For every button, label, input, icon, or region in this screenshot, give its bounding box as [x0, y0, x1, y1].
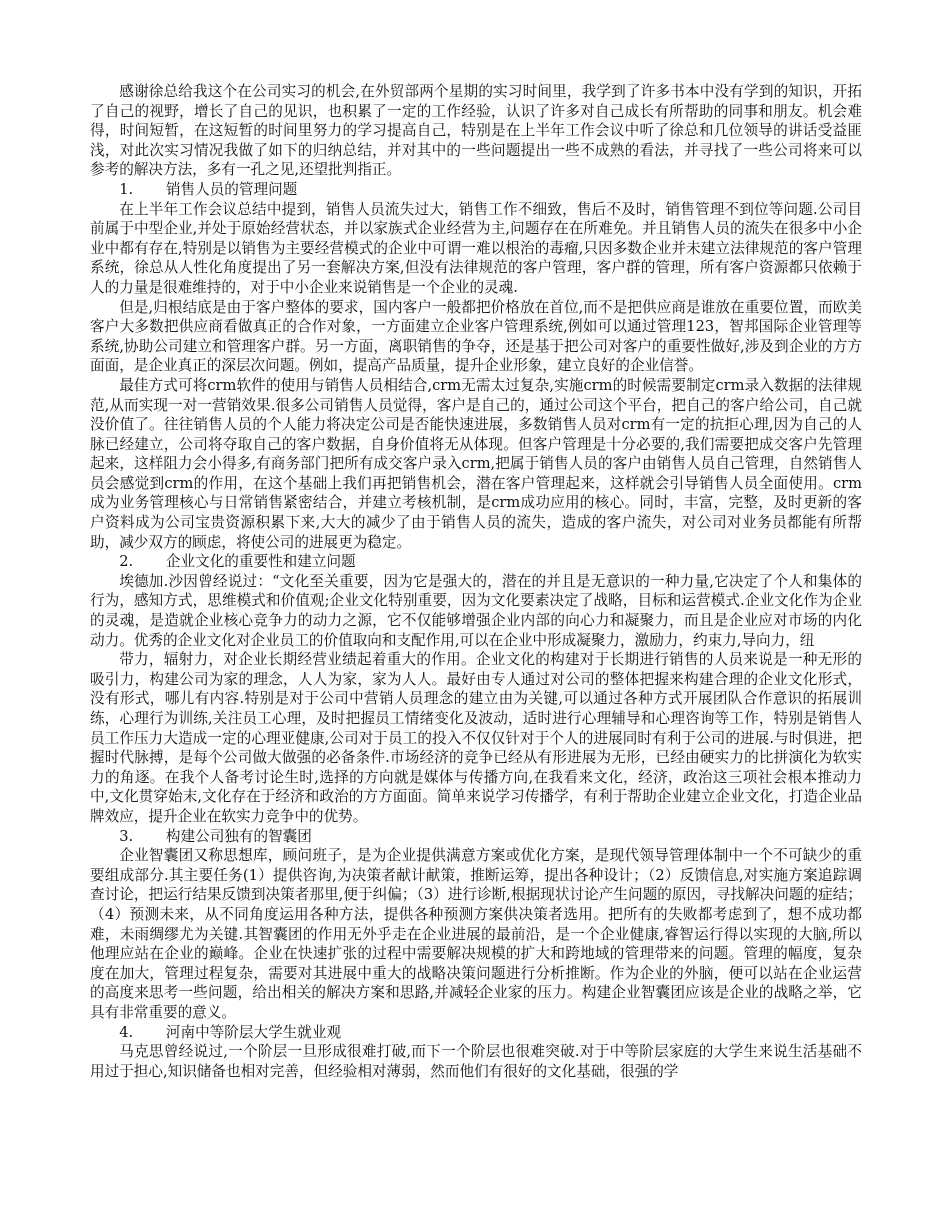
section-heading-3 [90, 827, 862, 847]
paragraph: 马克思曾经说过,一个阶层一旦形成很难打破,而下一个阶层也很难突破.对于中等阶层家庭的大学生来说生活基础不用过于担心,知识储备也相对完善，但经验相对薄弱，然而他们有很好的文化基础，很强的学 [90, 1043, 862, 1080]
section-number: 1. [119, 180, 134, 198]
section-heading-1 [90, 180, 862, 200]
section-title: 企业文化的重要性和建立问题 [165, 553, 356, 571]
paragraph: 企业智囊团又称思想库，顾问班子，是为企业提供满意方案或优化方案，是现代领导管理体制中一个不可缺少的重要组成部分.其主要任务(1）提供咨询,为决策者献计献策，推断运筹，提出各种设计；（2）反馈信息,对实施方案追踪调查讨论，把运行结果反馈到决策者那里,便于纠偏；（3）进行诊断,根据现状讨论产生问题的原因，寻找解决问题的症结；（4）预测未来，从不同角度运用各种方法，提供各种预测方案供决策者选用。把所有的失败都考虑到了，想不成功都难，未雨绸缪尤为关键.其智囊团的作用无外乎走在企业进展的最前沿，是一个企业健康,睿智运行得以实现的大脑,所以他理应站在企业的巅峰。企业在快速扩张的过程中需要解决规模的扩大和跨地域的管理带来的问题。管理的幅度，复杂度在加大，管理过程复杂，需要对其进展中重大的战略决策问题进行分析推断。作为企业的外脑，便可以站在企业运营的高度来思考一些问题，给出相关的解决方案和思路,并减轻企业家的压力。构建企业智囊团应该是企业的战略之举，它具有非常重要的意义。 [90, 847, 862, 1021]
paragraph: 带力，辐射力，对企业长期经营业绩起着重大的作用。企业文化的构建对于长期进行销售的人员来说是一种无形的吸引力，构建公司为家的理念，人人为家，家为人人。最好由专人通过对公司的整体把握来构建合理的企业文化形式，没有形式，哪儿有内容.特别是对于公司中营销人员理念的建立由为关键,可以通过各种方式开展团队合作意识的拓展训练，心理行为训练,关注员工心理，及时把握员工情绪变化及波动，适时进行心理辅导和心理咨询等工作，特别是销售人员工作压力大造成一定的心理亚健康,公司对于员工的投入不仅仅针对于个人的进展同时有利于公司的进展.与时俱进，把握时代脉搏，是每个公司做大做强的必备条件.市场经济的竞争已经从有形进展为无形，已经由硬实力的比拼演化为软实力的角逐。在我个人备考讨论生时,选择的方向就是媒体与传播方向,在我看来文化，经济，政治这三项社会根本推动力中,文化贯穿始末,文化存在于经济和政治的方方面面。简单来说学习传播学，有利于帮助企业建立企业文化，打造企业品牌效应，提升企业在软实力竞争中的优势。 [90, 651, 862, 825]
paragraph: 但是,归根结底是由于客户整体的要求，国内客户一般都把价格放在首位,而不是把供应商是谁放在重要位置，而欧美客户大多数把供应商看做真正的合作对象，一方面建立企业客户管理系统,例如可以通过管理123，智邦国际企业管理等系统,协助公司建立和管理客户群。另一方面，离职销售的争夺，还是基于把公司对客户的重要性做好,涉及到企业的方方面面，是企业真正的深层次问题。例如，提高产品质量，提升企业形象，建立良好的企业信誉。 [90, 298, 862, 375]
section-title: 河南中等阶层大学生就业观 [165, 1023, 342, 1041]
section-number: 3. [119, 827, 134, 845]
paragraph: 在上半年工作会议总结中提到，销售人员流失过大，销售工作不细致，售后不及时，销售管理不到位等问题.公司目前属于中型企业,并处于原始经营状态，并以家族式企业经营为主,问题存在在所难免。并且销售人员的流失在很多中小企业中都有存在,特别是以销售为主要经营模式的企业中可谓一难以根治的毒瘤,只因多数企业并未建立法律规范的客户管理系统，徐总从人性化角度提出了另一套解决方案,但没有法律规范的客户管理，客户群的管理，所有客户资源都只依赖于人的力量是很难维持的，对于中小企业来说销售是一个企业的灵魂. [90, 200, 862, 296]
section-number: 4. [119, 1023, 134, 1041]
document-page [90, 82, 862, 1081]
section-title: 构建公司独有的智囊团 [165, 827, 312, 845]
paragraph-intro: 感谢徐总给我这个在公司实习的机会,在外贸部两个星期的实习时间里，我学到了许多书本中没有学到的知识，开拓了自己的视野，增长了自己的见识，也积累了一定的工作经验，认识了许多对自己成长有所帮助的同事和朋友。机会难得，时间短暂，在这短暂的时间里努力的学习提高自己，特别是在上半年工作会议中听了徐总和几位领导的讲话受益匪浅，对此次实习情况我做了如下的归纳总结，并对其中的一些问题提出一些不成熟的看法，并寻找了一些公司将来可以参考的解决方法，多有一孔之见,还望批判指正。 [90, 83, 862, 179]
section-title: 销售人员的管理问题 [165, 180, 298, 198]
paragraph: 最佳方式可将crm软件的使用与销售人员相结合,crm无需太过复杂,实施crm的时候需要制定crm录入数据的法律规范,从而实现一对一营销效果.很多公司销售人员觉得，客户是自己的，通过公司这个平台，把自己的客户给公司，自己就没价值了。往往销售人员的个人能力将决定公司是否能快速进展，多数销售人员对crm有一定的抗拒心理,因为自己的人脉已经建立，公司将夺取自己的客户数据，自身价值将无从体现。但客户管理是十分必要的,我们需要把成交客户先管理起来，这样阻力会小得多,有商务部门把所有成交客户录入crm,把属于销售人员的客户由销售人员自己管理，自然销售人员会感觉到crm的作用，在这个基础上我们再把销售机会，潜在客户管理起来，这样就会引导销售人员全面使用。crm成为业务管理核心与日常销售紧密结合，并建立考核机制，是crm成功应用的核心。同时，丰富，完整，及时更新的客户资料成为公司宝贵资源积累下来,大大的减少了由于销售人员的流失，造成的客户流失，对公司对业务员都能有所帮助，减少双方的顾虑，将使公司的进展更为稳定。 [90, 376, 862, 551]
section-heading-4 [90, 1023, 862, 1043]
section-number: 2. [119, 553, 134, 571]
section-heading-2 [90, 552, 862, 572]
paragraph: 埃德加.沙因曾经说过：“文化至关重要，因为它是强大的，潜在的并且是无意识的一种力量,它决定了个人和集体的行为，感知方式，思维模式和价值观;企业文化特别重要，因为文化要素决定了战略，目标和运营模式.企业文化作为企业的灵魂，是造就企业核心竞争力的动力之源，它不仅能够增强企业内部的向心力和凝聚力，而且是企业应对市场的内化动力。优秀的企业文化对企业员工的价值取向和支配作用,可以在企业中形成凝聚力，激励力，约束力,导向力，纽 [90, 572, 862, 649]
